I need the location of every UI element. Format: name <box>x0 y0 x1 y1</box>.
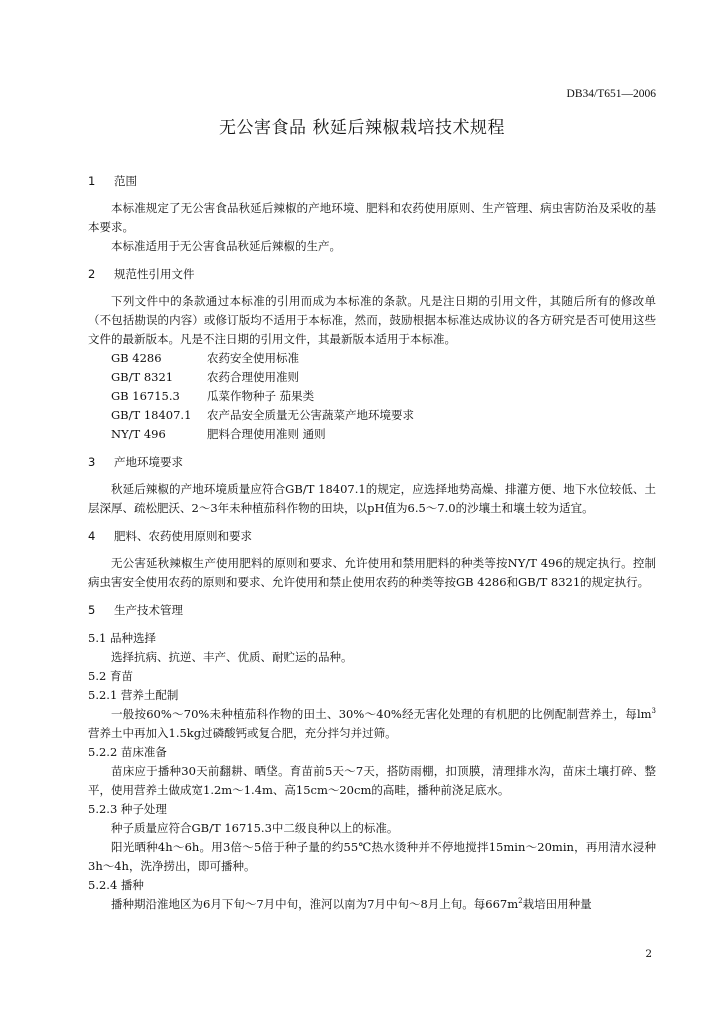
reference-code: GB 4286 <box>111 351 162 365</box>
text-run: 营养土中再加入1.5kg过磷酸钙或复合肥，充分拌匀并过筛。 <box>88 726 397 740</box>
section-number: 3 <box>88 455 96 469</box>
section-title: 范围 <box>114 174 137 188</box>
reference-list <box>88 349 656 444</box>
standard-code: DB34/T651—2006 <box>566 88 656 100</box>
subsection-heading: 5.2.2 苗床准备 <box>88 745 167 759</box>
section-number: 5 <box>88 603 96 617</box>
paragraph: 无公害延秋辣椒生产使用肥料的原则和要求、允许使用和禁用肥料的种类等按NY/T 496的规定执行。控制病虫害安全使用农药的原则和要求、允许使用和禁止使用农药的种类等按GB 4286和GB/T 8321的规定执行。 <box>88 556 656 589</box>
subsection-heading: 5.2.4 播种 <box>88 878 144 892</box>
section-title: 肥料、农药使用原则和要求 <box>114 529 252 543</box>
paragraph <box>88 895 656 914</box>
paragraph: 选择抗病、抗逆、丰产、优质、耐贮运的品种。 <box>111 650 353 664</box>
section-heading-3 <box>88 453 656 472</box>
subsection-heading: 5.1 品种选择 <box>88 631 156 645</box>
subsection-heading: 5.2.3 种子处理 <box>88 802 167 816</box>
section-heading-2 <box>88 265 656 284</box>
paragraph: 本标准规定了无公害食品秋延后辣椒的产地环境、肥料和农药使用原则、生产管理、病虫害防治及采收的基本要求。 <box>88 201 656 234</box>
reference-code: GB 16715.3 <box>111 389 180 403</box>
paragraph <box>88 705 656 743</box>
reference-item <box>88 425 656 444</box>
section-heading-5 <box>88 601 656 620</box>
section-number: 1 <box>88 174 96 188</box>
text-run: 一般按60%～70%未种植茄科作物的田土、30%～40%经无害化处理的有机肥的比例配制营养土，每lm <box>111 707 652 721</box>
text-run: 栽培田用种量 <box>522 897 592 911</box>
reference-code: GB/T 18407.1 <box>111 408 192 422</box>
reference-item <box>88 406 656 425</box>
document-body <box>88 172 656 914</box>
reference-name: 瓜菜作物种子 茄果类 <box>207 389 315 403</box>
paragraph: 种子质量应符合GB/T 16715.3中二级良种以上的标准。 <box>111 821 399 835</box>
subsection-heading: 5.2.1 营养土配制 <box>88 688 179 702</box>
paragraph: 阳光晒种4h～6h。用3倍～5倍于种子量的约55℃热水烫种并不停地搅拌15min～20min，再用清水浸种3h～4h，洗净捞出，即可播种。 <box>88 840 656 873</box>
section-number: 2 <box>88 267 96 281</box>
page-number: 2 <box>645 948 652 960</box>
reference-code: NY/T 496 <box>111 427 166 441</box>
section-title: 生产技术管理 <box>114 603 183 617</box>
section-number: 4 <box>88 529 96 543</box>
reference-item <box>88 349 656 368</box>
superscript: 3 <box>651 707 656 716</box>
paragraph: 下列文件中的条款通过本标准的引用而成为本标准的条款。凡是注日期的引用文件，其随后所有的修改单（不包括勘误的内容）或修订版均不适用于本标准，然而，鼓励根据本标准达成协议的各方研究是否可使用这些文件的最新版本。凡是不注日期的引用文件，其最新版本适用于本标准。 <box>88 294 656 346</box>
section-heading-4 <box>88 527 656 546</box>
text-run: 播种期沿淮地区为6月下旬～7月中旬，淮河以南为7月中旬～8月上旬。每667m <box>111 897 519 911</box>
reference-name: 农产品安全质量无公害蔬菜产地环境要求 <box>207 408 414 422</box>
paragraph: 苗床应于播种30天前翻耕、晒垡。育苗前5天～7天，搭防雨棚，扣顶膜，清理排水沟，苗床土壤打碎、整平，使用营养土做成宽1.2m～1.4m、高15cm～20cm的高畦，播种前浇足底水。 <box>88 764 656 797</box>
reference-item <box>88 368 656 387</box>
paragraph: 秋延后辣椒的产地环境质量应符合GB/T 18407.1的规定，应选择地势高燥、排灌方便、地下水位较低、土层深厚、疏松肥沃、2～3年未种植茄科作物的田块，以pH值为6.5～7.0的沙壤土和壤土较为适宜。 <box>88 482 656 515</box>
reference-name: 农药合理使用准则 <box>207 370 299 384</box>
reference-name: 肥料合理使用准则 通则 <box>207 427 326 441</box>
section-title: 规范性引用文件 <box>114 267 195 281</box>
reference-name: 农药安全使用标准 <box>207 351 299 365</box>
reference-item <box>88 387 656 406</box>
reference-code: GB/T 8321 <box>111 370 174 384</box>
section-heading-1 <box>88 172 656 191</box>
subsection-heading: 5.2 育苗 <box>88 669 133 683</box>
section-title: 产地环境要求 <box>114 455 183 469</box>
paragraph: 本标准适用于无公害食品秋延后辣椒的生产。 <box>111 239 341 253</box>
superscript: 2 <box>518 897 523 906</box>
document-title: 无公害食品 秋延后辣椒栽培技术规程 <box>219 118 505 138</box>
